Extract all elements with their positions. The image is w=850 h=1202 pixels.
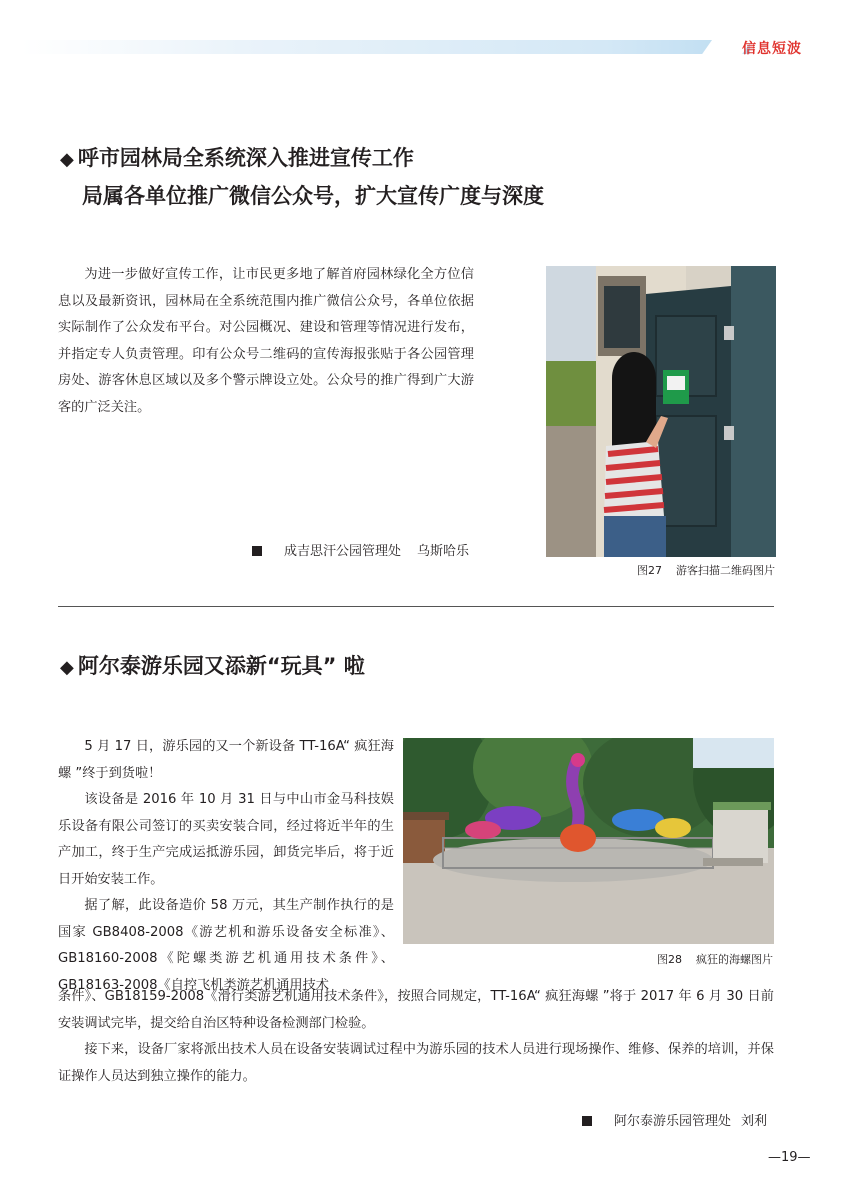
article2-paragraph-3a: 据了解，此设备造价 58 万元，其生产制作执行的是国家 GB8408-2008《游艺机和游乐设备安全标准》、GB18160-2008《陀螺类游艺机通用技术条件》、GB18163-2008《自控飞机类游艺机通用技术 [58,898,394,993]
article2-title: ◆ 阿尔泰游乐园又添新“玩具” 啦 [60,654,365,678]
figure27-photo [546,266,776,557]
article2-paragraph-3b: 条件》、GB18159-2008《滑行类游艺机通用技术条件》，按照合同规定，TT-16A“ 疯狂海螺 ”将于 2017 年 6 月 30 日前安装调试完毕，提交给自治区特种设备检测部门检验。 [58,989,774,1031]
article2-paragraph-4: 接下来，设备厂家将派出技术人员在设备安装调试过程中为游乐园的技术人员进行现场操作、维修、保养的培训，并保证操作人员达到独立操作的能力。 [58,1042,774,1084]
figure28-photo [403,738,774,944]
header-band [22,40,750,54]
visitor-scanning-qr-image [546,266,776,557]
section-divider [58,606,774,607]
article2-body-full [58,984,774,1090]
author-square-icon [582,1116,592,1126]
article2-author: 阿尔泰游乐园管理处 刘利 [582,1110,767,1129]
author-square-icon [252,546,262,556]
article2-paragraph-1: 5 月 17 日，游乐园的又一个新设备 TT-16A“ 疯狂海螺 ”终于到货啦！ [58,739,394,781]
figure27-caption: 图27 游客扫描二维码图片 [637,564,775,577]
page-number: —19— [768,1150,811,1165]
article1-paragraph: 为进一步做好宣传工作，让市民更多地了解首府园林绿化全方位信息以及最新资讯，园林局在全系统范围内推广微信公众号，各单位依据实际制作了公众发布平台。对公园概况、建设和管理等情况进行发布，并指定专人负责管理。印有公众号二维码的宣传海报张贴于各公园管理房处、游客休息区域以及多个警示牌设立处。公众号的推广得到广大游客的广泛关注。 [58,267,474,415]
diamond-bullet-icon: ◆ [60,657,74,678]
article2-paragraph-2: 该设备是 2016 年 10 月 31 日与中山市金马科技娱乐设备有限公司签订的买卖安装合同，经过将近半年的生产加工，终于生产完成运抵游乐园，卸货完毕后，将于近日开始安装工作。 [58,792,394,887]
crazy-conch-ride-image [403,738,774,944]
article1-author: 成吉思汗公园管理处 乌斯哈乐 [252,540,469,559]
article2-body-left [58,734,394,999]
section-label: 信息短波 [742,41,802,57]
diamond-bullet-icon: ◆ [60,149,74,170]
article1-title-line1: ◆ 呼市园林局全系统深入推进宣传工作 [60,146,414,170]
article1-title-line2: 局属各单位推广微信公众号，扩大宣传广度与深度 [82,184,544,208]
figure28-caption: 图28 疯狂的海螺图片 [657,953,773,966]
article1-body [58,262,474,421]
